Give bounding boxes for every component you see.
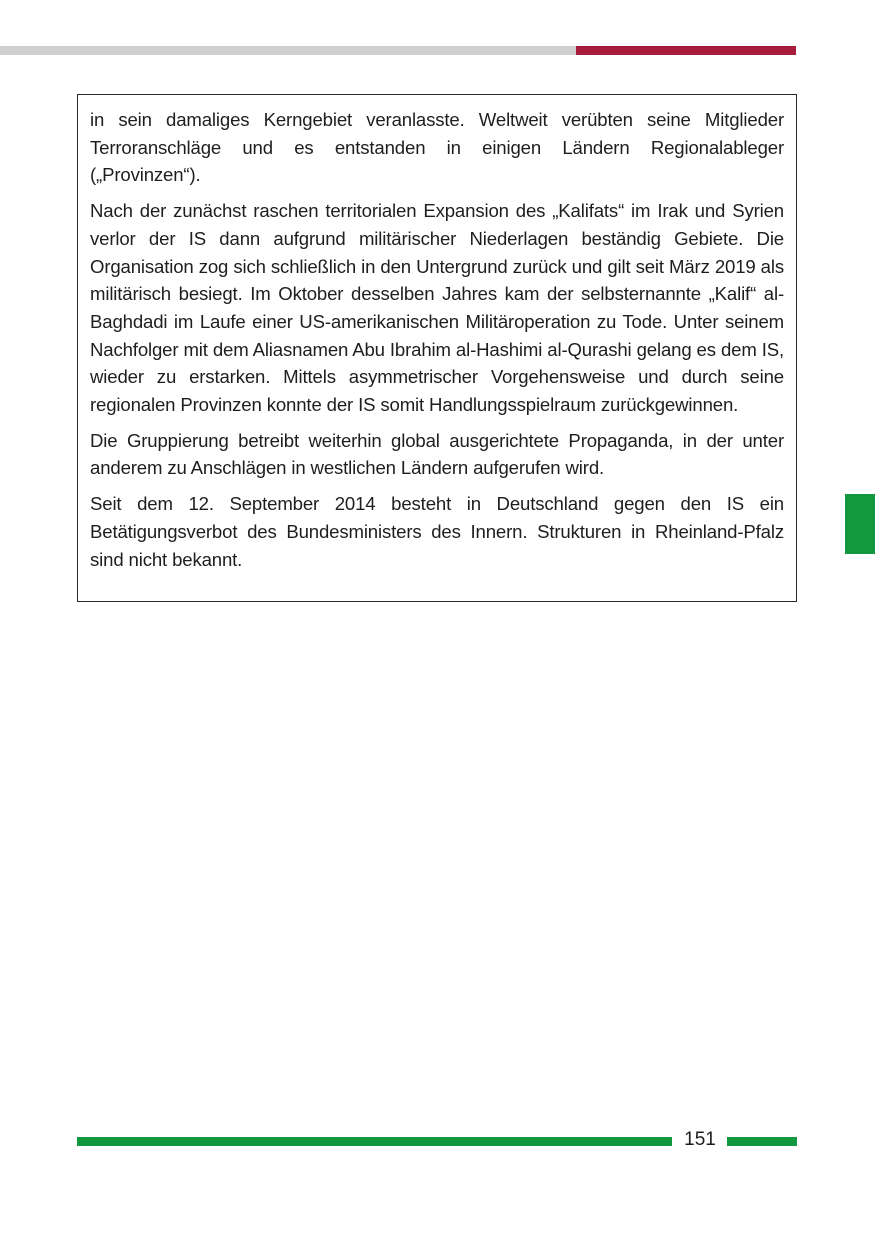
footer-rule-left [77, 1137, 672, 1146]
info-box [77, 94, 797, 602]
paragraph-2: Nach der zunächst raschen territorialen Expansion des „Kalifats“ im Irak und Syrien verlor der IS dann aufgrund militärischer Niederlagen beständig Gebiete. Die Organisation zog sich schließlich in den Untergrund zurück und gilt seit März 2019 als militärisch besiegt. Im Oktober desselben Jahres kam der selbsternannte „Kalif“ al-Baghdadi im Laufe einer US-amerikanischen Militäroperation zu Tode. Unter seinem Nachfolger mit dem Aliasnamen Abu Ibrahim al-Hashimi al-Qurashi gelang es dem IS, wieder zu erstarken. Mittels asymmetrischer Vorgehensweise und durch seine regionalen Provinzen konnte der IS somit Handlungsspielraum zurückgewinnen. [90, 200, 784, 416]
page-number: 151 [684, 1129, 716, 1150]
header-rule-red [576, 46, 796, 55]
footer-rule-right [727, 1137, 797, 1146]
chapter-side-tab [845, 494, 875, 554]
paragraph-3: Die Gruppierung betreibt weiterhin global ausgerichtete Propaganda, in der unter anderem zu Anschlägen in westlichen Ländern aufgerufen wird. [90, 429, 784, 479]
header-rule-gray [0, 46, 576, 55]
paragraph-4: Seit dem 12. September 2014 besteht in Deutschland gegen den IS ein Betätigungsverbot des Bundesministers des Innern. Strukturen in Rheinland-Pfalz sind nicht bekannt. [90, 493, 784, 570]
paragraph-1: in sein damaliges Kerngebiet veranlasste. Weltweit verübten seine Mitglieder Terroranschläge und es entstanden in einigen Ländern Regionalableger („Provinzen“). [90, 109, 784, 186]
